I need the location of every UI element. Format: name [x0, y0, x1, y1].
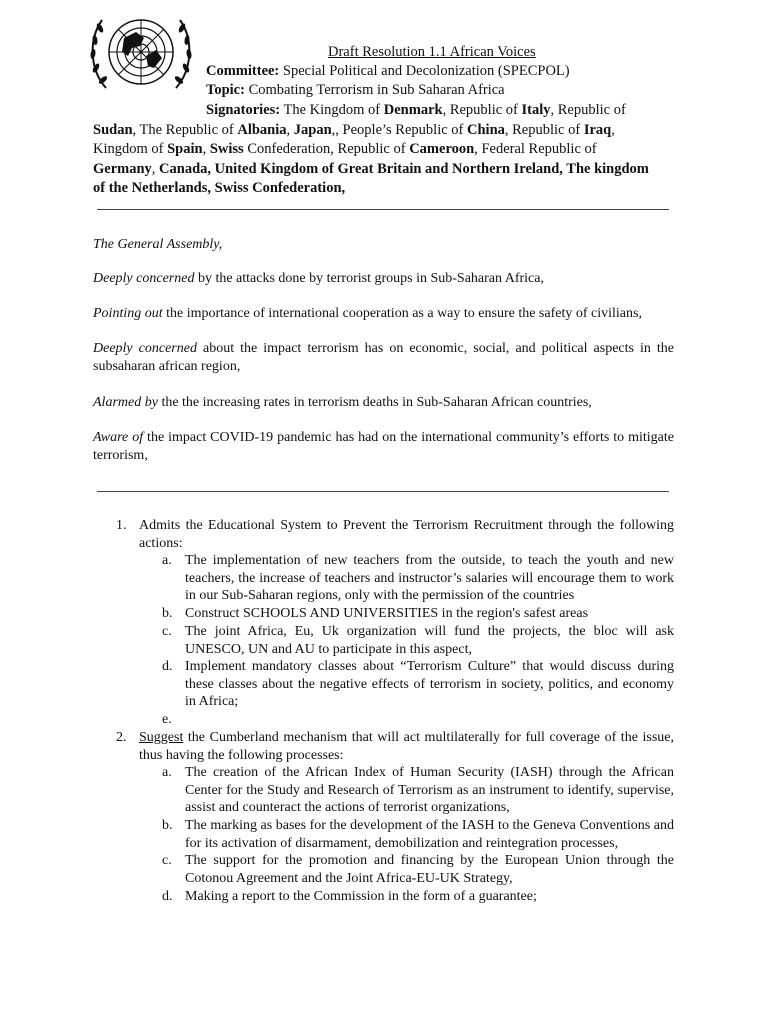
sub-clause-letter: a. — [162, 553, 172, 568]
preamble-clause — [93, 340, 674, 376]
sub-clause: The support for the promotion and financing by the European Union through the Cotonou Agreement and the Joint Africa-EU-UK Strategy, — [185, 853, 674, 886]
operative-text: the Cumberland mechanism that will act multilaterally for full coverage of the issue, thus having the following processes: — [139, 730, 674, 763]
sub-clause: Implement mandatory classes about “Terrorism Culture” that would discuss during these classes about the negative effects of terrorism in society, politics, and economy in Africa; — [185, 659, 674, 710]
signatory-country: Swiss — [209, 141, 244, 157]
signatory-text: , — [286, 121, 294, 138]
resolution-title: Draft Resolution 1.1 African Voices — [328, 44, 536, 60]
preamble-phrase: Pointing out — [93, 306, 163, 321]
sub-clause-letter: c. — [162, 624, 172, 639]
preamble-text: the impact COVID-19 pandemic has had on the international community’s efforts to mitigate terrorism, — [93, 430, 674, 463]
preamble-phrase: Deeply concerned — [93, 341, 197, 356]
sub-clause-letter: d. — [162, 659, 173, 674]
signatory-text: The Kingdom of — [283, 102, 384, 118]
operative-divider — [97, 491, 669, 492]
signatories-label: Signatories: — [206, 102, 281, 118]
preamble-clause — [93, 429, 674, 465]
signatory-country: Japan — [293, 121, 332, 138]
signatory-country: Denmark — [383, 102, 443, 118]
preamble-phrase: Deeply concerned — [93, 271, 195, 286]
signatory-text: , Republic of — [550, 102, 626, 118]
sub-clause-letter: b. — [162, 606, 173, 621]
sub-clause: The marking as bases for the development of the IASH to the Geneva Conventions and for its activation of disarmament, demobilization and reintegration processes, — [185, 818, 674, 851]
sub-clause-letter: a. — [162, 765, 172, 780]
sub-clause-letter: b. — [162, 818, 173, 833]
committee-line — [206, 63, 570, 80]
preamble-text: by the attacks done by terrorist groups in Sub-Saharan Africa, — [194, 271, 544, 286]
signatory-text: ,, People’s Republic of — [331, 121, 467, 138]
signatory-country: Canada, United Kingdom of Great Britain and Northern Ireland, The kingdom of the Netherlands, Swiss Confederation, — [93, 160, 649, 196]
signatory-text: , The Republic of — [132, 121, 238, 138]
operative-clause — [139, 729, 674, 764]
sub-clause-letter: c. — [162, 853, 172, 868]
signatory-country: Germany — [93, 160, 152, 177]
preamble-phrase: Alarmed by — [93, 395, 158, 410]
signatory-text: , Kingdom of — [93, 121, 615, 157]
operative-number: 1. — [116, 518, 127, 533]
operative-phrase: Suggest — [139, 730, 184, 745]
general-assembly-opening — [93, 236, 674, 254]
sub-clause: The implementation of new teachers from the outside, to teach the youth and new teachers, the increase of teachers and instructor’s salaries will encourage them to work in our Sub-Saharan regions, only with the permission of the countries — [185, 553, 674, 604]
sub-clause: The joint Africa, Eu, Uk organization will fund the projects, the bloc will ask UNESCO, UN and AU to participate in this aspect, — [185, 624, 674, 657]
operative-text: Admits the Educational System to Prevent the Terrorism Recruitment through the following actions: — [139, 518, 674, 551]
preamble-clause — [93, 305, 674, 323]
preamble-clause — [93, 394, 674, 412]
topic-label: Topic: — [206, 82, 245, 98]
signatory-country: Albania — [237, 121, 287, 138]
signatories-line — [93, 101, 655, 199]
operative-number: 2. — [116, 730, 127, 745]
committee-label: Committee: — [206, 63, 280, 79]
sub-clause: Making a report to the Commission in the form of a guarantee; — [185, 889, 537, 904]
signatory-country: Spain — [167, 141, 203, 157]
un-emblem-icon — [84, 8, 198, 96]
signatory-text: Confederation, Republic of — [243, 141, 410, 157]
signatory-text: , Federal Republic of — [474, 141, 597, 157]
preamble-phrase: Aware of — [93, 430, 144, 445]
signatory-text: , Republic of — [442, 102, 522, 118]
operative-clause — [139, 517, 674, 552]
signatory-text: , — [202, 141, 210, 157]
signatory-country: Cameroon — [409, 141, 475, 157]
sub-clause-letter: d. — [162, 889, 173, 904]
opening-phrase: The General Assembly, — [93, 237, 223, 252]
sub-clause: Construct SCHOOLS AND UNIVERSITIES in the region's safest areas — [185, 606, 589, 621]
signatory-country: Iraq — [583, 121, 612, 138]
signatory-country: Italy — [521, 102, 551, 118]
signatory-country: China — [467, 121, 505, 138]
topic-value: Combating Terrorism in Sub Saharan Africa — [248, 82, 505, 98]
signatory-text: , Republic of — [504, 121, 584, 138]
sub-clause-letter: e. — [162, 712, 172, 727]
signatory-text: , — [151, 160, 160, 177]
preamble-text: the importance of international cooperation as a way to ensure the safety of civilians, — [162, 306, 642, 321]
sub-clause: The creation of the African Index of Human Security (IASH) through the African Center for the Study and Research of Terrorism as an instrument to identify, supervise, assist and counteract the actions of terrorist organizations, — [185, 765, 674, 816]
committee-value: Special Political and Decolonization (SPECPOL) — [282, 63, 570, 79]
preamble-text: about the impact terrorism has on economic, social, and political aspects in the subsaharan african region, — [93, 341, 674, 374]
preamble-text: the the increasing rates in terrorism deaths in Sub-Saharan African countries, — [157, 395, 592, 410]
topic-line — [206, 82, 505, 99]
preamble-clause — [93, 270, 674, 288]
header-divider — [97, 209, 669, 210]
signatory-country: Sudan — [93, 121, 133, 138]
